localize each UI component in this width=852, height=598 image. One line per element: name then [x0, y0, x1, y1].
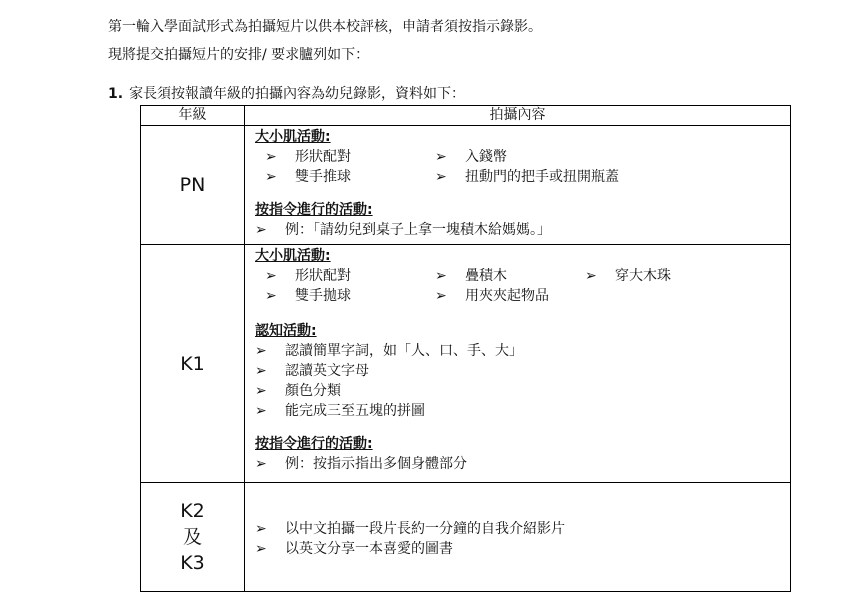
- row-k2-k3: [141, 483, 791, 592]
- list-item: ➢ 例：按指示指出多個身體部分: [255, 456, 467, 472]
- bullet-arrow-icon: ➢: [435, 169, 447, 185]
- pn-motor-heading: 大小肌活動:: [255, 129, 331, 145]
- bullet-arrow-icon: ➢: [435, 268, 447, 284]
- list-item: ➢ 例：「請幼兒到桌子上拿一塊積木給媽媽。」: [255, 222, 551, 238]
- bullet-arrow-icon: ➢: [255, 363, 267, 379]
- list-item: ➢ 雙手拋球: [265, 288, 351, 304]
- list-item: ➢ 形狀配對: [265, 149, 351, 165]
- bullet-arrow-icon: ➢: [265, 149, 277, 165]
- content-k2-k3: [245, 483, 791, 592]
- bullet-arrow-icon: ➢: [265, 268, 277, 284]
- content-k1: [245, 245, 791, 483]
- pn-motor-row-1: [255, 147, 790, 167]
- list-item: ➢ 形狀配對: [265, 268, 351, 284]
- grade-k1: K1: [141, 245, 245, 483]
- bullet-arrow-icon: ➢: [255, 541, 267, 557]
- grade-pn: PN: [141, 126, 245, 245]
- row-k1: [141, 245, 791, 483]
- list-item: ➢ 顏色分類: [255, 383, 341, 399]
- grade-k3: K3: [180, 552, 205, 574]
- bullet-arrow-icon: ➢: [255, 403, 267, 419]
- list-item: ➢ 能完成三至五塊的拼圖: [255, 403, 425, 419]
- k1-cognitive-heading: 認知活動:: [255, 323, 317, 339]
- bullet-arrow-icon: ➢: [265, 288, 277, 304]
- bullet-arrow-icon: ➢: [255, 456, 267, 472]
- k1-motor-heading: 大小肌活動:: [255, 248, 331, 264]
- intro-line-2: 現將提交拍攝短片的安排/ 要求臚列如下：: [108, 47, 370, 63]
- section-text: 家長須按報讀年級的拍攝內容為幼兒錄影，資料如下：: [129, 86, 466, 102]
- k1-motor-row-1: [255, 266, 790, 286]
- list-item: ➢ 以中文拍攝一段片長約一分鐘的自我介紹影片: [255, 521, 565, 537]
- list-item: ➢ 認讀英文字母: [255, 363, 369, 379]
- list-item: ➢ 扭動門的把手或扭開瓶蓋: [435, 169, 619, 185]
- row-pn: [141, 126, 791, 245]
- list-item: ➢ 入錢幣: [435, 149, 507, 165]
- k1-motor-row-2: [255, 286, 790, 306]
- list-item: ➢ 穿大木珠: [585, 268, 671, 284]
- list-item: ➢ 認讀簡單字詞，如「人、口、手、大」: [255, 343, 523, 359]
- grade-and: 及: [182, 526, 202, 548]
- bullet-arrow-icon: ➢: [255, 343, 267, 359]
- section-number: 1.: [108, 86, 124, 102]
- bullet-arrow-icon: ➢: [585, 268, 597, 284]
- k1-instruction-heading: 按指令進行的活動:: [255, 436, 373, 452]
- grade-k2-k3: [141, 483, 245, 592]
- requirements-table: [140, 105, 791, 592]
- pn-instruction-heading: 按指令進行的活動:: [255, 202, 373, 218]
- content-pn: [245, 126, 791, 245]
- bullet-arrow-icon: ➢: [265, 169, 277, 185]
- list-item: ➢ 用夾夾起物品: [435, 288, 549, 304]
- list-item: ➢ 以英文分享一本喜愛的圖書: [255, 541, 453, 557]
- grade-k2: K2: [180, 500, 205, 522]
- header-grade: 年級: [141, 106, 245, 126]
- header-row: [141, 106, 791, 126]
- bullet-arrow-icon: ➢: [255, 383, 267, 399]
- intro-line-1: 第一輪入學面試形式為拍攝短片以供本校評核，申請者須按指示錄影。: [108, 19, 542, 35]
- section-heading: [108, 83, 465, 103]
- bullet-arrow-icon: ➢: [435, 149, 447, 165]
- bullet-arrow-icon: ➢: [255, 521, 267, 537]
- list-item: ➢ 雙手推球: [265, 169, 351, 185]
- bullet-arrow-icon: ➢: [255, 222, 267, 238]
- header-content: 拍攝內容: [245, 106, 791, 126]
- list-item: ➢ 疊積木: [435, 268, 507, 284]
- bullet-arrow-icon: ➢: [435, 288, 447, 304]
- pn-motor-row-2: [255, 167, 790, 187]
